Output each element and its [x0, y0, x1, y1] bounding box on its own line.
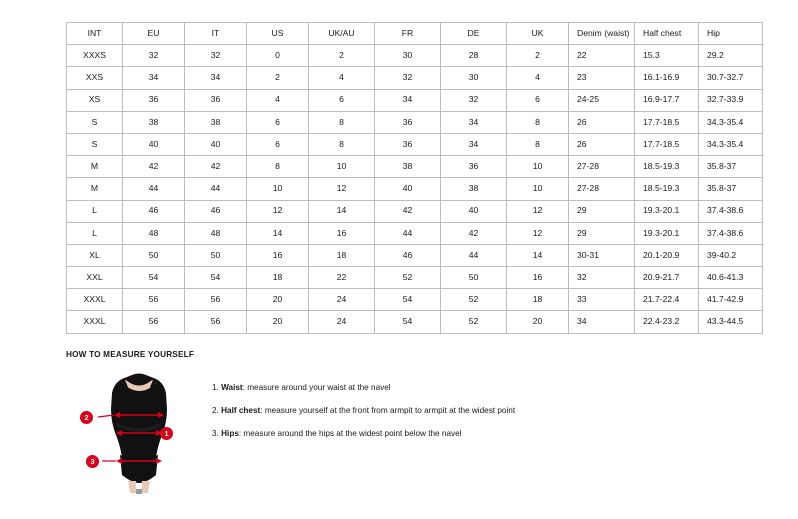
table-row: [67, 289, 763, 311]
cell-half-chest: 19.3-20.1: [635, 200, 699, 222]
cell-int: S: [67, 133, 123, 155]
cell-int: XL: [67, 244, 123, 266]
cell-it: 40: [185, 133, 247, 155]
cell-hip: 34.3-35.4: [699, 133, 763, 155]
cell-eu: 44: [123, 178, 185, 200]
measure-instruction-waist: [212, 383, 515, 393]
cell-uk: 18: [507, 289, 569, 311]
cell-de: 32: [441, 89, 507, 111]
cell-us: 2: [247, 67, 309, 89]
cell-uk: 8: [507, 133, 569, 155]
cell-it: 56: [185, 311, 247, 333]
cell-us: 12: [247, 200, 309, 222]
instruction-text-waist: : measure around your waist at the navel: [242, 383, 391, 392]
column-header-denim-waist: Denim (waist): [569, 23, 635, 45]
table-body: [67, 45, 763, 333]
cell-uk-au: 18: [309, 244, 375, 266]
cell-hip: 40.6-41.3: [699, 267, 763, 289]
cell-us: 6: [247, 133, 309, 155]
table-row: [67, 156, 763, 178]
cell-uk-au: 8: [309, 111, 375, 133]
instruction-term-waist: Waist: [221, 383, 243, 392]
cell-de: 44: [441, 244, 507, 266]
column-header-it: IT: [185, 23, 247, 45]
cell-uk: 12: [507, 200, 569, 222]
measure-marker-1: 1: [160, 427, 173, 440]
cell-hip: 43.3-44.5: [699, 311, 763, 333]
cell-eu: 36: [123, 89, 185, 111]
cell-fr: 30: [375, 45, 441, 67]
cell-de: 52: [441, 311, 507, 333]
cell-us: 0: [247, 45, 309, 67]
cell-uk-au: 8: [309, 133, 375, 155]
table-row: [67, 200, 763, 222]
cell-fr: 42: [375, 200, 441, 222]
cell-int: L: [67, 200, 123, 222]
cell-us: 20: [247, 289, 309, 311]
cell-int: XXS: [67, 67, 123, 89]
table-header-row: [67, 23, 763, 45]
table-row: [67, 111, 763, 133]
cell-denim-waist: 22: [569, 45, 635, 67]
mannequin-illustration: [84, 371, 194, 496]
instruction-number-2: 2.: [212, 405, 219, 415]
cell-half-chest: 17.7-18.5: [635, 133, 699, 155]
cell-de: 38: [441, 178, 507, 200]
cell-hip: 34.3-35.4: [699, 111, 763, 133]
cell-int: XXXL: [67, 289, 123, 311]
column-header-fr: FR: [375, 23, 441, 45]
cell-uk-au: 16: [309, 222, 375, 244]
cell-hip: 41.7-42.9: [699, 289, 763, 311]
cell-it: 42: [185, 156, 247, 178]
cell-denim-waist: 29: [569, 200, 635, 222]
instruction-text-half-chest: : measure yourself at the front from armpit to armpit at the widest point: [260, 405, 516, 415]
cell-it: 50: [185, 244, 247, 266]
cell-half-chest: 20.1-20.9: [635, 244, 699, 266]
cell-it: 32: [185, 45, 247, 67]
cell-uk-au: 2: [309, 45, 375, 67]
cell-int: XS: [67, 89, 123, 111]
size-chart-container: [66, 22, 744, 334]
table-header: [67, 23, 763, 45]
mannequin-figure: [84, 371, 194, 496]
cell-us: 18: [247, 267, 309, 289]
cell-uk: 10: [507, 156, 569, 178]
cell-it: 34: [185, 67, 247, 89]
table-row: [67, 244, 763, 266]
cell-hip: 37.4-38.6: [699, 200, 763, 222]
cell-de: 34: [441, 133, 507, 155]
cell-uk-au: 12: [309, 178, 375, 200]
measure-instruction-hips: [212, 429, 515, 439]
cell-int: XXXS: [67, 45, 123, 67]
cell-eu: 34: [123, 67, 185, 89]
cell-eu: 38: [123, 111, 185, 133]
cell-eu: 50: [123, 244, 185, 266]
cell-uk: 12: [507, 222, 569, 244]
cell-it: 48: [185, 222, 247, 244]
cell-denim-waist: 26: [569, 111, 635, 133]
cell-eu: 42: [123, 156, 185, 178]
column-header-int: INT: [67, 23, 123, 45]
size-conversion-table: [66, 22, 763, 334]
column-header-half-chest: Half chest: [635, 23, 699, 45]
table-row: [67, 89, 763, 111]
cell-de: 34: [441, 111, 507, 133]
column-header-uk-au: UK/AU: [309, 23, 375, 45]
cell-fr: 38: [375, 156, 441, 178]
instruction-term-half-chest: Half chest: [221, 405, 261, 415]
cell-hip: 29.2: [699, 45, 763, 67]
cell-denim-waist: 32: [569, 267, 635, 289]
cell-eu: 54: [123, 267, 185, 289]
cell-it: 44: [185, 178, 247, 200]
cell-hip: 39-40.2: [699, 244, 763, 266]
cell-half-chest: 15.3: [635, 45, 699, 67]
cell-us: 20: [247, 311, 309, 333]
table-row: [67, 267, 763, 289]
cell-de: 52: [441, 289, 507, 311]
how-to-measure-body: [66, 371, 732, 496]
cell-eu: 56: [123, 289, 185, 311]
cell-int: S: [67, 111, 123, 133]
instruction-term-hips: Hips: [221, 428, 239, 438]
cell-half-chest: 16.1-16.9: [635, 67, 699, 89]
column-header-us: US: [247, 23, 309, 45]
cell-denim-waist: 27-28: [569, 178, 635, 200]
cell-denim-waist: 33: [569, 289, 635, 311]
cell-half-chest: 20.9-21.7: [635, 267, 699, 289]
cell-uk: 14: [507, 244, 569, 266]
table-row: [67, 311, 763, 333]
cell-de: 40: [441, 200, 507, 222]
cell-fr: 46: [375, 244, 441, 266]
column-header-eu: EU: [123, 23, 185, 45]
instruction-number-3: 3.: [212, 428, 219, 438]
cell-denim-waist: 27-28: [569, 156, 635, 178]
cell-fr: 52: [375, 267, 441, 289]
cell-uk: 2: [507, 45, 569, 67]
cell-int: XXXL: [67, 311, 123, 333]
cell-it: 54: [185, 267, 247, 289]
measure-instruction-half-chest: [212, 406, 515, 416]
table-row: [67, 67, 763, 89]
cell-us: 4: [247, 89, 309, 111]
table-row: [67, 133, 763, 155]
cell-fr: 34: [375, 89, 441, 111]
cell-de: 50: [441, 267, 507, 289]
cell-denim-waist: 30-31: [569, 244, 635, 266]
cell-half-chest: 17.7-18.5: [635, 111, 699, 133]
cell-half-chest: 16.9-17.7: [635, 89, 699, 111]
table-row: [67, 222, 763, 244]
cell-us: 10: [247, 178, 309, 200]
cell-uk-au: 14: [309, 200, 375, 222]
measure-marker-2: 2: [80, 411, 93, 424]
column-header-hip: Hip: [699, 23, 763, 45]
column-header-uk: UK: [507, 23, 569, 45]
cell-de: 36: [441, 156, 507, 178]
cell-hip: 37.4-38.6: [699, 222, 763, 244]
cell-de: 28: [441, 45, 507, 67]
cell-us: 6: [247, 111, 309, 133]
cell-uk: 10: [507, 178, 569, 200]
cell-fr: 32: [375, 67, 441, 89]
cell-us: 16: [247, 244, 309, 266]
instruction-number-1: 1.: [212, 383, 219, 392]
cell-uk: 8: [507, 111, 569, 133]
cell-denim-waist: 34: [569, 311, 635, 333]
cell-half-chest: 19.3-20.1: [635, 222, 699, 244]
table-row: [67, 45, 763, 67]
cell-fr: 40: [375, 178, 441, 200]
cell-eu: 46: [123, 200, 185, 222]
cell-denim-waist: 29: [569, 222, 635, 244]
cell-uk-au: 24: [309, 289, 375, 311]
cell-uk-au: 24: [309, 311, 375, 333]
cell-de: 30: [441, 67, 507, 89]
cell-half-chest: 21.7-22.4: [635, 289, 699, 311]
cell-half-chest: 18.5-19.3: [635, 156, 699, 178]
cell-int: XXL: [67, 267, 123, 289]
cell-uk: 6: [507, 89, 569, 111]
cell-int: L: [67, 222, 123, 244]
cell-fr: 54: [375, 311, 441, 333]
cell-it: 36: [185, 89, 247, 111]
cell-denim-waist: 24-25: [569, 89, 635, 111]
cell-uk: 16: [507, 267, 569, 289]
cell-half-chest: 18.5-19.3: [635, 178, 699, 200]
cell-hip: 32.7-33.9: [699, 89, 763, 111]
cell-eu: 40: [123, 133, 185, 155]
cell-uk-au: 4: [309, 67, 375, 89]
cell-uk-au: 10: [309, 156, 375, 178]
cell-hip: 30.7-32.7: [699, 67, 763, 89]
cell-us: 8: [247, 156, 309, 178]
cell-fr: 54: [375, 289, 441, 311]
cell-hip: 35.8-37: [699, 178, 763, 200]
cell-it: 46: [185, 200, 247, 222]
column-header-de: DE: [441, 23, 507, 45]
how-to-measure-title: HOW TO MEASURE YOURSELF: [66, 350, 195, 359]
cell-eu: 32: [123, 45, 185, 67]
cell-de: 42: [441, 222, 507, 244]
cell-it: 38: [185, 111, 247, 133]
cell-fr: 44: [375, 222, 441, 244]
cell-hip: 35.8-37: [699, 156, 763, 178]
cell-int: M: [67, 178, 123, 200]
cell-eu: 56: [123, 311, 185, 333]
cell-uk: 20: [507, 311, 569, 333]
cell-us: 14: [247, 222, 309, 244]
cell-denim-waist: 26: [569, 133, 635, 155]
instruction-text-hips: : measure around the hips at the widest point below the navel: [238, 428, 462, 438]
cell-half-chest: 22.4-23.2: [635, 311, 699, 333]
cell-uk-au: 6: [309, 89, 375, 111]
measure-marker-3: 3: [86, 455, 99, 468]
measure-instructions-list: [212, 371, 515, 452]
cell-denim-waist: 23: [569, 67, 635, 89]
cell-fr: 36: [375, 133, 441, 155]
cell-eu: 48: [123, 222, 185, 244]
cell-uk-au: 22: [309, 267, 375, 289]
cell-fr: 36: [375, 111, 441, 133]
cell-int: M: [67, 156, 123, 178]
cell-uk: 4: [507, 67, 569, 89]
cell-it: 56: [185, 289, 247, 311]
table-row: [67, 178, 763, 200]
how-to-measure-section: [66, 350, 732, 496]
